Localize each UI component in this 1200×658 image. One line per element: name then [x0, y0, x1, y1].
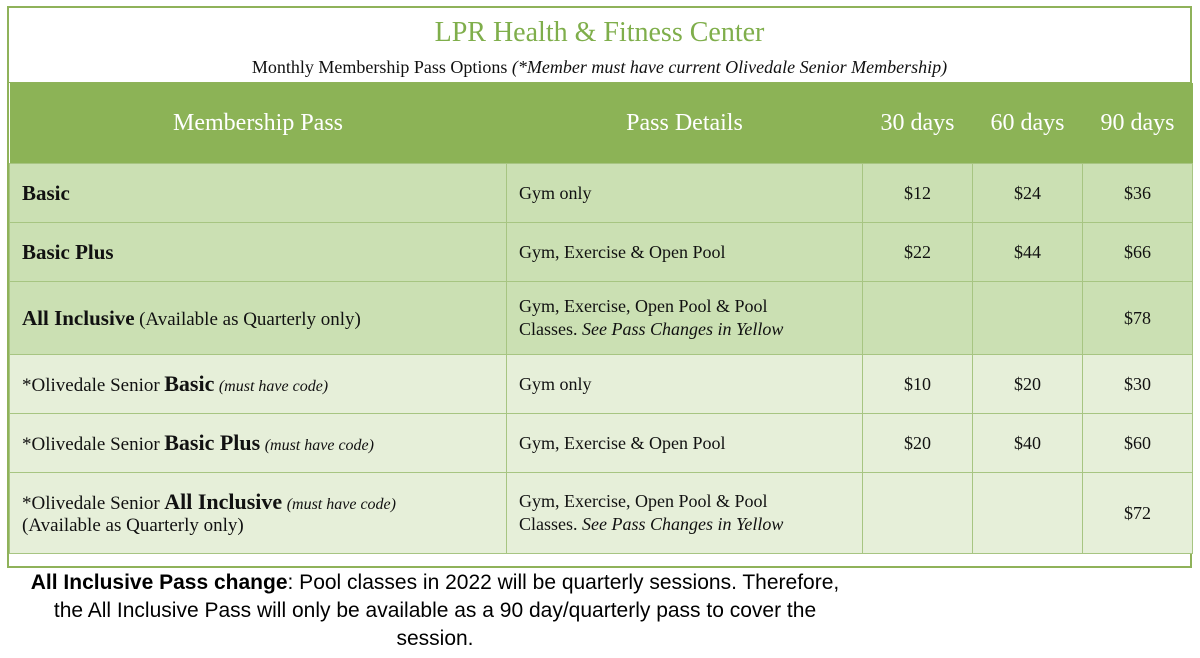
page-subtitle [9, 56, 1190, 78]
pass-name-bold: Basic [164, 371, 215, 396]
price-60 [973, 473, 1083, 554]
details-line2-note: See Pass Changes in Yellow [582, 514, 784, 534]
subtitle-text: Monthly Membership Pass Options [251, 57, 508, 77]
pricing-table [9, 83, 1193, 554]
note-text: : Pool classes in 2022 will be quarterly sessions. Therefore, the All Inclusive Pass will only be available as a 90 day/quarterly pass to cover the session. [53, 571, 840, 650]
title-area [9, 8, 1190, 83]
pass-name [10, 164, 507, 223]
pass-details: Gym, Exercise & Open Pool [507, 223, 863, 282]
price-30: $20 [863, 414, 973, 473]
price-30 [863, 473, 973, 554]
price-60: $40 [973, 414, 1083, 473]
pass-name-bold: All Inclusive [22, 305, 135, 330]
price-30: $10 [863, 355, 973, 414]
price-60: $44 [973, 223, 1083, 282]
details-line2-note: See Pass Changes in Yellow [582, 319, 784, 339]
pass-name-bold: All Inclusive [164, 489, 283, 514]
pass-name [10, 473, 507, 554]
pass-name-prefix: *Olivedale Senior [22, 375, 160, 396]
table-row [10, 355, 1193, 414]
col-header-60: 60 days [973, 83, 1083, 164]
pass-details: Gym only [507, 164, 863, 223]
col-header-pass: Membership Pass [10, 83, 507, 164]
pass-details: Gym only [507, 355, 863, 414]
note-heading: All Inclusive Pass change [30, 571, 288, 594]
details-line1: Gym, Exercise, Open Pool & Pool [519, 491, 768, 511]
pass-name-prefix: *Olivedale Senior [22, 434, 160, 455]
table-row [10, 223, 1193, 282]
pass-name-bold: Basic Plus [164, 430, 261, 455]
pass-name [10, 223, 507, 282]
details-line1: Gym, Exercise, Open Pool & Pool [519, 296, 768, 316]
table-header-row [10, 83, 1193, 164]
col-header-details: Pass Details [507, 83, 863, 164]
details-line2-text: Classes. [519, 514, 578, 534]
subtitle-note: (*Member must have current Olivedale Senior Membership) [511, 57, 948, 77]
pass-change-note [20, 569, 850, 653]
price-90: $72 [1083, 473, 1193, 554]
price-90: $36 [1083, 164, 1193, 223]
details-line2-text: Classes. [519, 319, 578, 339]
col-header-30: 30 days [863, 83, 973, 164]
price-90: $60 [1083, 414, 1193, 473]
pass-name-italic: (must have code) [218, 378, 329, 395]
pass-name [10, 414, 507, 473]
pass-name-italic: (must have code) [264, 437, 374, 454]
price-60: $20 [973, 355, 1083, 414]
pass-name-prefix: *Olivedale Senior [22, 493, 160, 514]
details-line2 [519, 513, 850, 536]
price-90: $66 [1083, 223, 1193, 282]
col-header-90: 90 days [1083, 83, 1193, 164]
table-row [10, 164, 1193, 223]
price-30 [863, 282, 973, 355]
pass-name-bold: Basic [22, 180, 70, 205]
price-60: $24 [973, 164, 1083, 223]
details-line2 [519, 318, 850, 341]
price-90: $30 [1083, 355, 1193, 414]
pass-name [10, 355, 507, 414]
pass-name-suffix: (Available as Quarterly only) [139, 308, 361, 330]
pass-details: Gym, Exercise & Open Pool [507, 414, 863, 473]
price-30: $12 [863, 164, 973, 223]
pass-name [10, 282, 507, 355]
price-60 [973, 282, 1083, 355]
pass-name-bold: Basic Plus [22, 239, 114, 264]
price-90: $78 [1083, 282, 1193, 355]
pass-name-line2: (Available as Quarterly only) [22, 515, 244, 536]
pricing-panel [7, 6, 1192, 568]
price-30: $22 [863, 223, 973, 282]
pass-details [507, 282, 863, 355]
table-row [10, 414, 1193, 473]
table-row [10, 282, 1193, 355]
table-row [10, 473, 1193, 554]
pass-details [507, 473, 863, 554]
page-title: LPR Health & Fitness Center [434, 17, 765, 48]
pass-name-italic: (must have code) [286, 496, 396, 513]
